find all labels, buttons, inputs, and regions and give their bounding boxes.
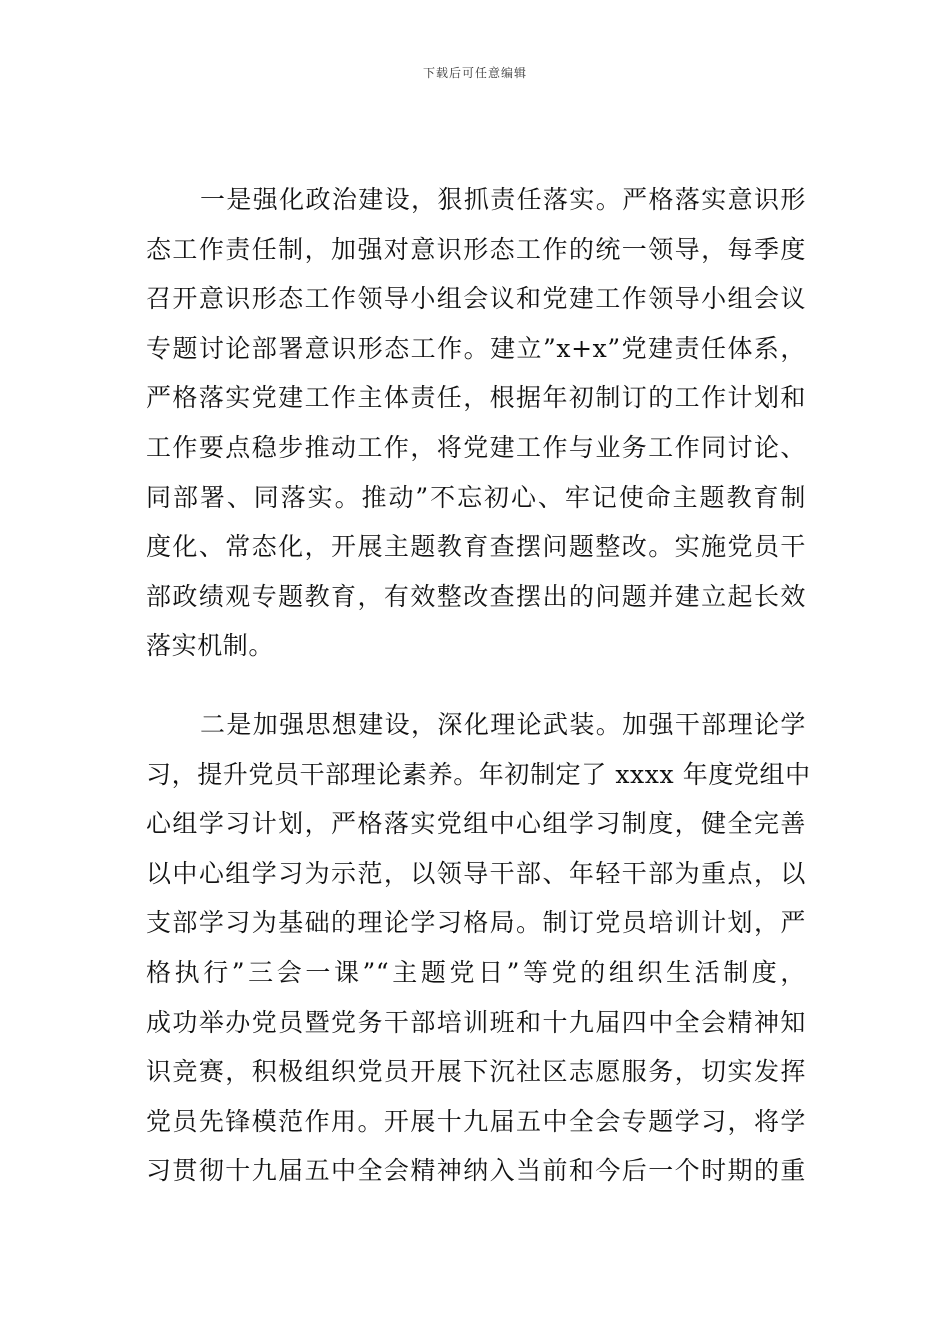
paragraph-line: 成功举办党员暨党务干部培训班和十九届四中全会精神知 — [146, 1007, 806, 1037]
paragraph-line: 态工作责任制，加强对意识形态工作的统一领导，每季度 — [146, 234, 806, 264]
paragraph-line: 心组学习计划，严格落实党组中心组学习制度，健全完善 — [146, 809, 806, 839]
paragraph-line: 以中心组学习为示范，以领导干部、年轻干部为重点，以 — [146, 858, 806, 888]
paragraph-line: 支部学习为基础的理论学习格局。制订党员培训计划，严 — [146, 908, 806, 938]
paragraph-line: 一是强化政治建设，狠抓责任落实。严格落实意识形 — [200, 185, 806, 214]
paragraph-line: 识竞赛，积极组织党员开展下沉社区志愿服务，切实发挥 — [146, 1057, 806, 1087]
paragraph-line: 专题讨论部署意识形态工作。建立”x+x”党建责任体系， — [146, 333, 806, 363]
paragraph-line: 习贯彻十九届五中全会精神纳入当前和今后一个时期的重 — [146, 1156, 806, 1186]
page-header-note: 下载后可任意编辑 — [422, 66, 527, 80]
paragraph-line: 落实机制。 — [146, 631, 275, 661]
paragraph-line: 二是加强思想建设，深化理论武装。加强干部理论学 — [200, 710, 806, 739]
paragraph-line: 工作要点稳步推动工作，将党建工作与业务工作同讨论、 — [146, 432, 806, 462]
paragraph-ideological-building — [146, 700, 811, 1196]
paragraph-line: 召开意识形态工作领导小组会议和党建工作领导小组会议 — [146, 284, 806, 314]
paragraph-line: 严格落实党建工作主体责任，根据年初制订的工作计划和 — [146, 383, 806, 413]
paragraph-line: 度化、常态化，开展主题教育查摆问题整改。实施党员干 — [146, 532, 806, 562]
paragraph-line: 同部署、同落实。推动”不忘初心、牢记使命主题教育制 — [146, 482, 806, 512]
paragraph-line: 习，提升党员干部理论素养。年初制定了 xxxx 年度党组中 — [146, 759, 811, 789]
paragraph-line: 格执行”三会一课”“主题党日”等党的组织生活制度， — [146, 957, 806, 987]
paragraph-political-building — [146, 175, 806, 671]
paragraph-line: 部政绩观专题教育，有效整改查摆出的问题并建立起长效 — [146, 581, 806, 611]
paragraph-line: 党员先锋模范作用。开展十九届五中全会专题学习，将学 — [146, 1106, 806, 1136]
